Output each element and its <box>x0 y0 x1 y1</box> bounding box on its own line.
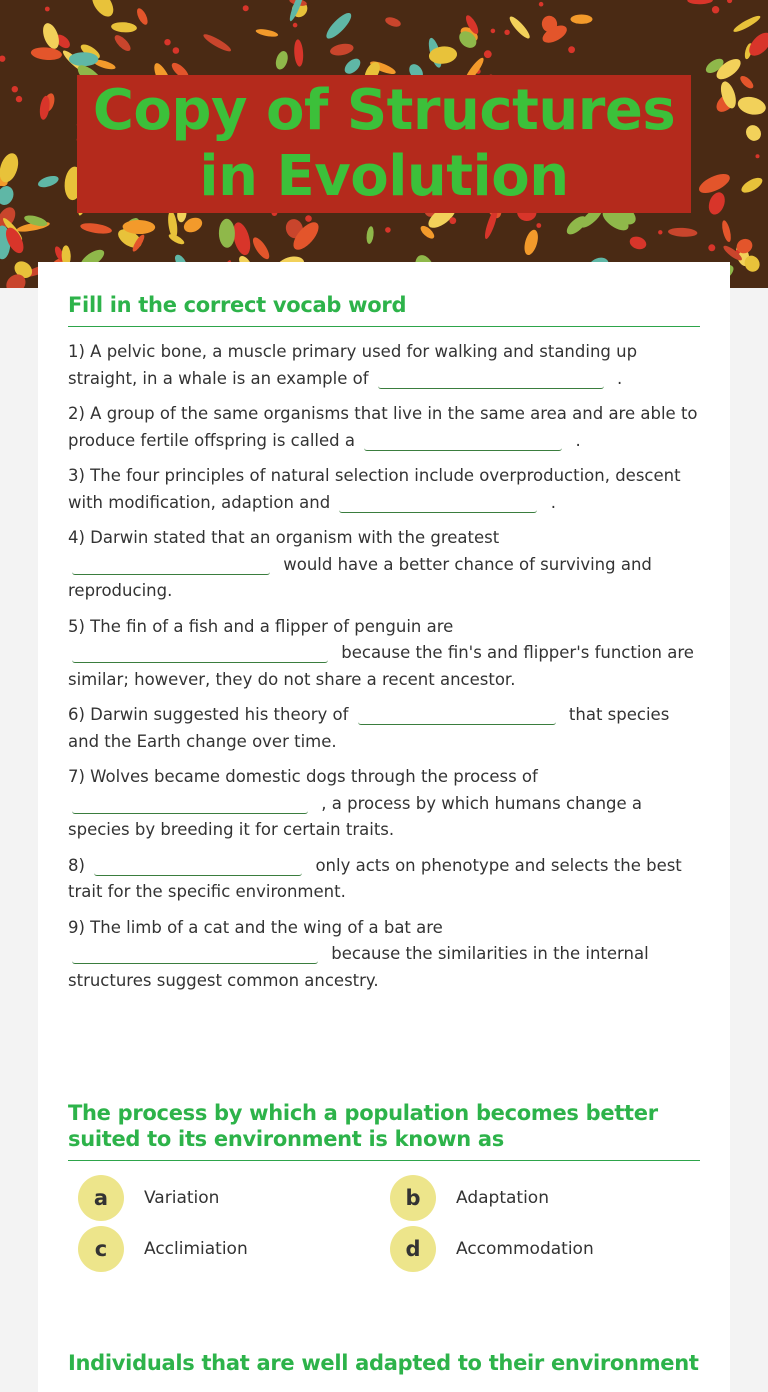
question-3 <box>68 463 700 516</box>
leaf-shape <box>507 14 532 41</box>
berry-dot <box>536 223 541 228</box>
section-next-question <box>68 1350 700 1384</box>
answer-blank-5[interactable] <box>72 644 328 663</box>
question-text: 8) <box>68 855 85 875</box>
berry-dot <box>164 39 170 45</box>
leaf-shape <box>0 184 16 208</box>
berry-dot <box>491 29 496 34</box>
question-text: 5) The fin of a fish and a flipper of penguin are <box>68 616 454 636</box>
page-title: Copy of Structures in Evolution <box>92 78 676 209</box>
leaf-shape <box>384 15 402 28</box>
leaf-shape <box>30 46 62 61</box>
leaf-shape <box>167 210 179 239</box>
leaf-shape <box>743 122 764 143</box>
option-d[interactable] <box>390 1226 594 1272</box>
leaf-shape <box>323 10 355 42</box>
leaf-shape <box>293 39 304 67</box>
question-text: 4) Darwin stated that an organism with the greatest <box>68 528 500 547</box>
title-box <box>77 75 691 213</box>
berry-dot <box>756 154 760 158</box>
leaf-shape <box>342 56 363 77</box>
option-letter-badge: d <box>390 1226 436 1272</box>
option-c[interactable] <box>78 1226 248 1272</box>
leaf-shape <box>329 42 354 57</box>
leaf-shape <box>0 151 22 185</box>
leaf-shape <box>522 228 541 256</box>
option-letter-badge: a <box>78 1175 124 1221</box>
leaf-shape <box>111 21 137 33</box>
leaf-shape <box>274 50 290 71</box>
leaf-shape <box>720 220 732 243</box>
berry-dot <box>449 217 456 224</box>
answer-blank-7[interactable] <box>72 795 308 814</box>
leaf-shape <box>112 33 133 54</box>
berry-dot <box>173 47 180 54</box>
question-text-end: because the fin's and flipper's function are similar; however, they do not share a recent ancestor. <box>68 643 694 689</box>
question-4 <box>68 525 700 605</box>
section-multiple-choice <box>68 1100 700 1285</box>
option-label: Accommodation <box>456 1239 594 1259</box>
question-7 <box>68 764 700 844</box>
leaf-shape <box>571 15 593 24</box>
section-heading-question: The process by which a population becomes better suited to its environment is known as <box>68 1100 700 1161</box>
berry-dot <box>0 56 5 62</box>
berry-dot <box>504 30 509 35</box>
question-2 <box>68 401 700 454</box>
berry-dot <box>568 46 575 53</box>
question-1 <box>68 339 700 392</box>
question-text: 6) Darwin suggested his theory of <box>68 705 349 724</box>
answer-blank-2[interactable] <box>364 432 562 451</box>
question-8 <box>68 853 700 906</box>
leaf-shape <box>668 227 698 237</box>
berry-dot <box>658 230 662 234</box>
berry-dot <box>712 6 719 13</box>
question-text-end: , a process by which humans change a species by breeding it for certain traits. <box>68 793 643 839</box>
leaf-shape <box>88 0 118 20</box>
berry-dot <box>727 0 732 3</box>
question-9 <box>68 915 700 995</box>
option-letter-badge: c <box>78 1226 124 1272</box>
berry-dot <box>708 244 715 251</box>
leaf-shape <box>202 32 233 54</box>
question-text: 2) A group of the same organisms that live in the same area and are able to produce fertile offspring is called a <box>68 404 698 450</box>
leaf-shape <box>738 74 755 91</box>
question-text-end: because the similarities in the internal structures suggest common ancestry. <box>68 944 649 990</box>
option-letter-badge: b <box>390 1175 436 1221</box>
question-text: 3) The four principles of natural selection include overproduction, descent with modification, adaption and <box>68 466 681 512</box>
berry-dot <box>243 5 249 11</box>
leaf-shape <box>69 52 98 66</box>
leaf-shape <box>706 190 728 217</box>
option-label: Variation <box>144 1188 220 1208</box>
berry-dot <box>305 215 312 222</box>
question-text-end: . <box>617 368 623 388</box>
leaf-shape <box>732 14 762 35</box>
leaf-shape <box>628 234 648 251</box>
question-text: 7) Wolves became domestic dogs through the process of <box>68 767 538 786</box>
option-a[interactable] <box>78 1175 219 1221</box>
answer-blank-9[interactable] <box>72 945 318 964</box>
question-text-end: only acts on phenotype and selects the best trait for the specific environment. <box>68 855 682 901</box>
leaf-shape <box>80 221 113 235</box>
berry-dot <box>484 50 492 58</box>
leaf-shape <box>687 0 713 4</box>
answer-blank-6[interactable] <box>358 706 556 725</box>
answer-blank-8[interactable] <box>94 857 302 876</box>
option-label: Adaptation <box>456 1188 549 1208</box>
leaf-shape <box>135 7 150 27</box>
answer-blank-1[interactable] <box>378 370 604 389</box>
berry-dot <box>16 96 22 102</box>
section-heading-vocab: Fill in the correct vocab word <box>68 292 700 327</box>
berry-dot <box>12 86 18 92</box>
section-fill-in <box>68 292 700 1003</box>
berry-dot <box>385 227 391 233</box>
leaf-shape <box>366 226 375 244</box>
answer-blank-3[interactable] <box>339 494 537 513</box>
berry-dot <box>293 23 298 28</box>
question-5 <box>68 614 700 694</box>
option-b[interactable] <box>390 1175 549 1221</box>
berry-dot <box>539 2 544 7</box>
answer-blank-4[interactable] <box>72 556 270 575</box>
header-banner <box>0 0 768 288</box>
leaf-shape <box>696 170 732 197</box>
answer-options <box>68 1175 700 1285</box>
berry-dot <box>45 7 50 12</box>
leaf-shape <box>739 175 764 196</box>
leaf-shape <box>250 235 272 261</box>
question-text: 1) A pelvic bone, a muscle primary used for walking and standing up straight, in a whale is an example of <box>68 342 638 388</box>
question-text-end: would have a better chance of surviving and reproducing. <box>68 554 652 600</box>
question-text-end: . <box>550 492 556 512</box>
section-heading-next: Individuals that are well adapted to their environment <box>68 1351 699 1375</box>
worksheet-paper <box>38 262 730 1392</box>
question-text-end: . <box>575 430 581 450</box>
leaf-shape <box>37 174 60 190</box>
question-text-end: that species and the Earth change over time. <box>68 705 670 751</box>
question-6 <box>68 702 700 755</box>
option-label: Acclimiation <box>144 1239 248 1259</box>
leaf-shape <box>219 219 236 248</box>
leaf-shape <box>255 28 279 38</box>
leaf-shape <box>736 94 767 117</box>
question-text: 9) The limb of a cat and the wing of a bat are <box>68 917 443 937</box>
